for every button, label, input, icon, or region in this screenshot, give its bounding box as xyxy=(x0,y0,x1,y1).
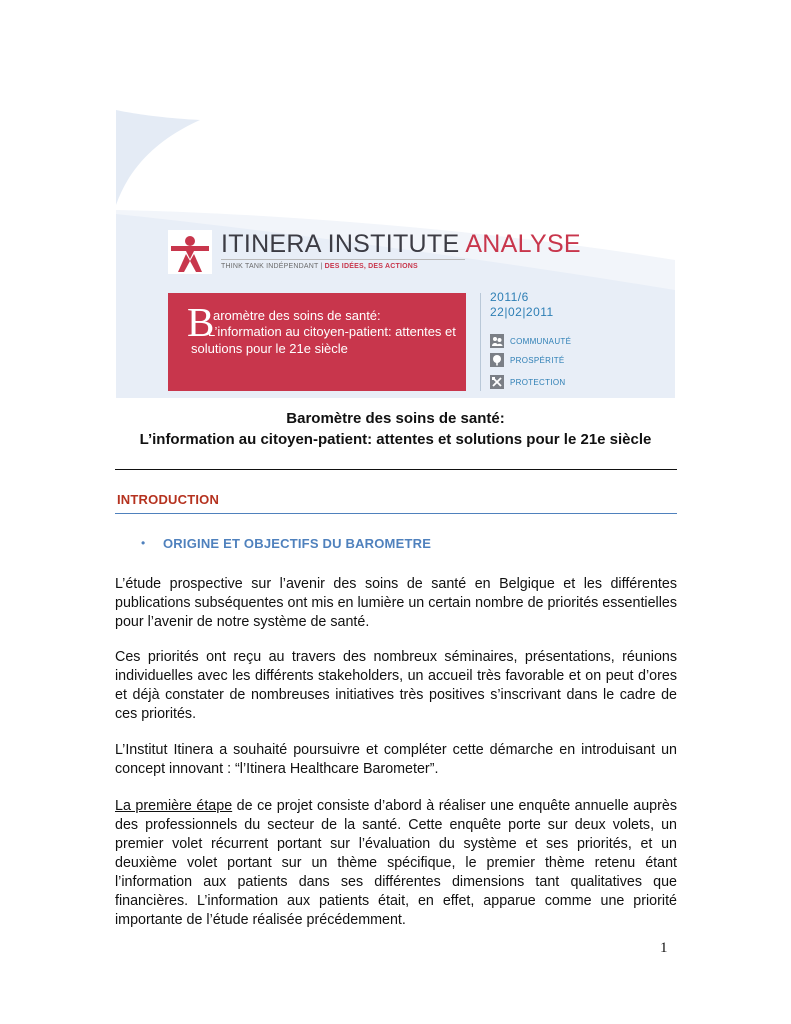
theme-label: PROSPÉRITÉ xyxy=(510,355,565,365)
paragraph-1: L’étude prospective sur l’avenir des soins de santé en Belgique et les différentes publications subséquentes ont mis en lumière un certain nombre de priorités essentielles pour l’avenir de notre système de santé. xyxy=(115,576,677,630)
paragraph-4 xyxy=(115,797,677,930)
issue-divider xyxy=(480,293,481,391)
itinera-logo xyxy=(168,230,212,274)
underlined-phrase: La première étape xyxy=(115,798,233,814)
banner-initial: B xyxy=(187,299,215,345)
section-heading: INTRODUCTION xyxy=(117,492,220,507)
banner-line-3: solutions pour le 21e siècle xyxy=(191,341,348,356)
page-number: 1 xyxy=(660,940,668,956)
brand-tagline: THINK TANK INDÉPENDANT | DES IDÉES, DES ACTIONS xyxy=(221,263,418,270)
brand-title: ITINERA INSTITUTE ANALYSE xyxy=(221,230,581,258)
bullet-icon: • xyxy=(141,536,146,550)
theme-label: PROTECTION xyxy=(510,377,566,387)
document-title-line-2: L’information au citoyen-patient: attentes et solutions pour le 21e siècle xyxy=(139,431,652,448)
banner-line-1: aromètre des soins de santé: xyxy=(213,308,381,323)
paragraph-4-text: de ce projet consiste d’abord à réaliser une enquête annuelle auprès des professionnels du secteur de la santé. Cette enquête porte sur deux volets, un premier volet récurrent portant sur l’évaluation du système et ses priorités, et un deuxième volet portant sur un thème spécifique, le premier thème retenu étant l’information aux patients dans ses différentes dimensions tant qualitatives que financières. L’information aux patients était, en effet, apparue comme une priorité importante de l’étude réalisée précédemment. xyxy=(115,798,677,928)
tree-icon xyxy=(490,353,504,367)
subsection-heading: ORIGINE ET OBJECTIFS DU BAROMETRE xyxy=(163,536,432,551)
paragraph-2: Ces priorités ont reçu au travers des nombreux séminaires, présentations, réunions individuelles avec les différents stakeholders, un accueil très favorable et on peut d’ores et déjà constater de nombreuses initiatives très positives s’inscrivant dans le cadre de ces priorités. xyxy=(115,649,677,722)
theme-prosperite xyxy=(490,353,565,367)
theme-protection xyxy=(490,375,565,389)
people-icon xyxy=(490,334,504,348)
brand-divider xyxy=(221,259,465,260)
issue-date: 22|02|2011 xyxy=(490,305,554,319)
section-rule xyxy=(115,513,677,514)
banner-line-2: L’information au citoyen-patient: attentes et xyxy=(208,324,456,339)
document-title-line-1: Baromètre des soins de santé: xyxy=(286,410,505,427)
title-rule xyxy=(115,469,677,470)
paragraph-3: L’Institut Itinera a souhaité poursuivre et compléter cette démarche en introduisant un concept innovant : “l’Itinera Healthcare Barometer”. xyxy=(115,742,677,777)
shield-icon xyxy=(490,375,504,389)
theme-label: COMMUNAUTÉ xyxy=(510,336,572,346)
theme-communaute xyxy=(490,334,571,348)
background-swoosh-top xyxy=(116,110,200,205)
issue-number: 2011/6 xyxy=(490,290,529,304)
